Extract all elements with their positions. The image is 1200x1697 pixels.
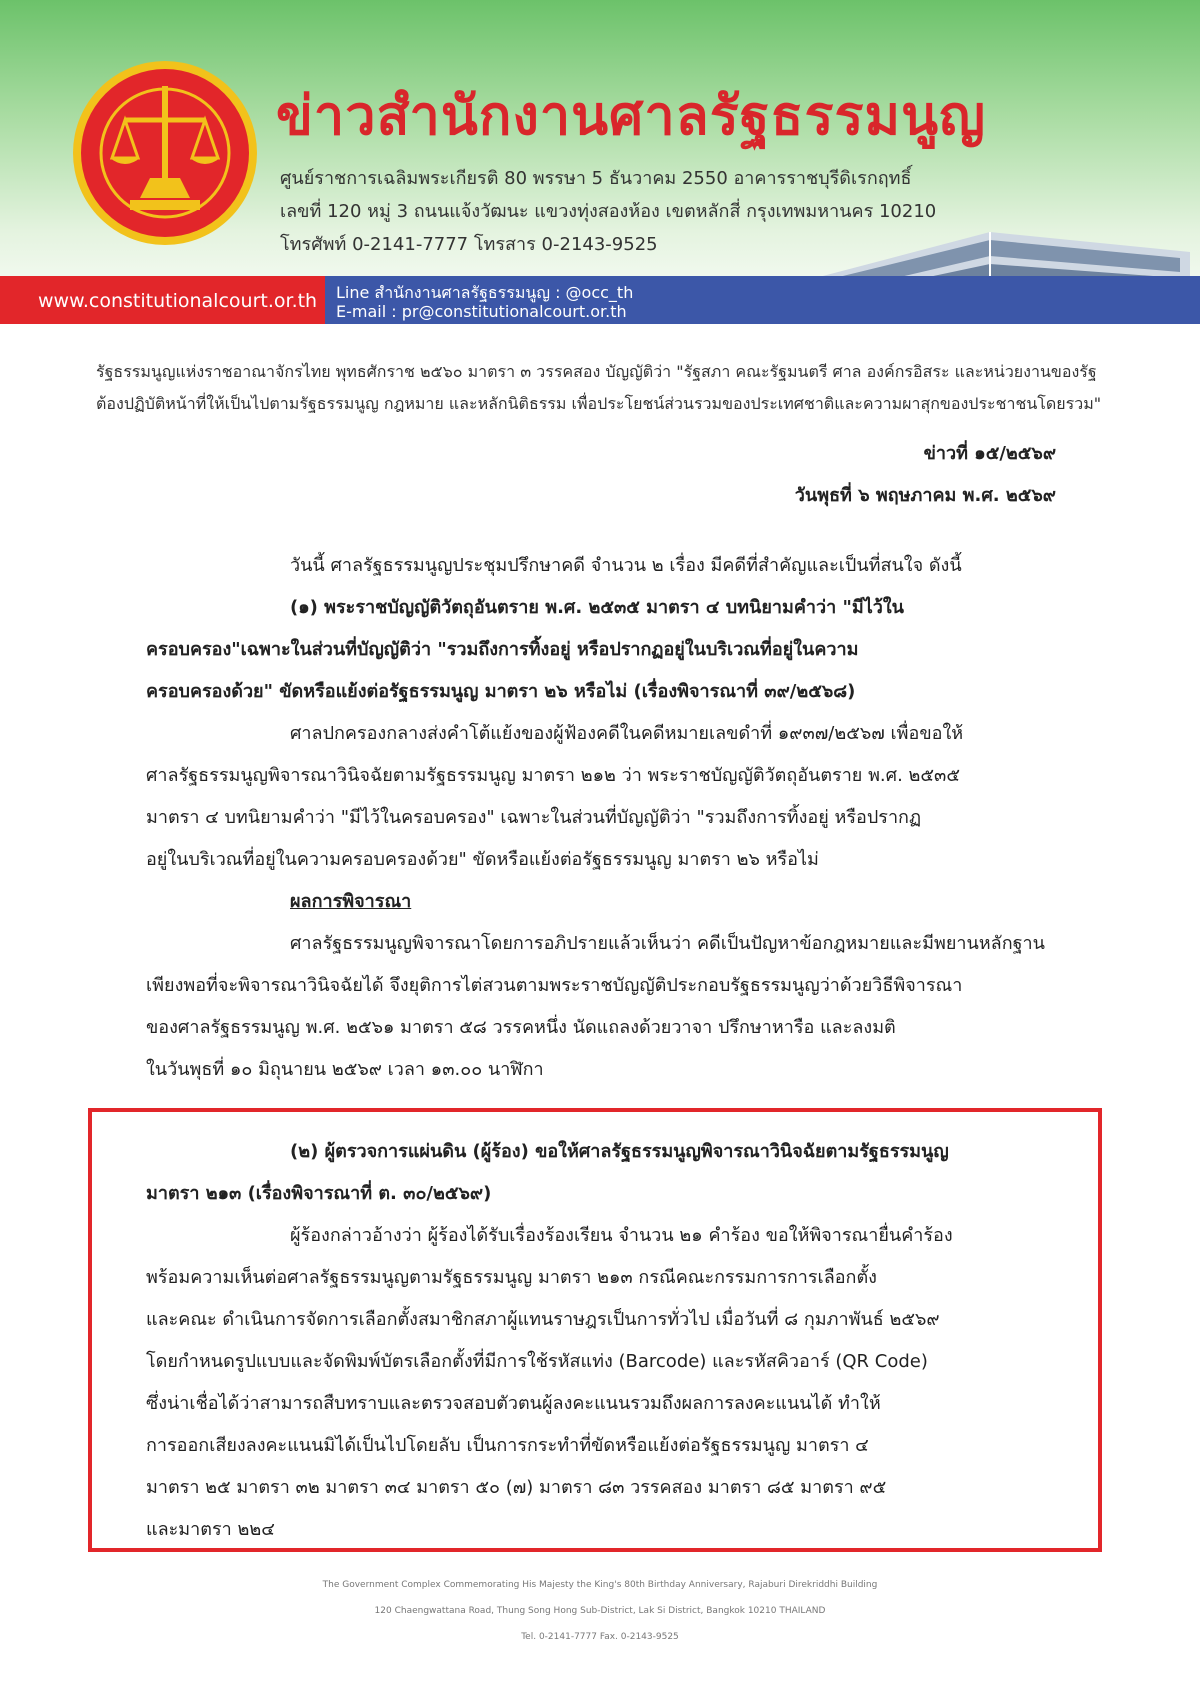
case1-result-line-1: ศาลรัฐธรรมนูญพิจารณาโดยการอภิปรายแล้วเห็นว่า คดีเป็นปัญหาข้อกฎหมายและมีพยานหลักฐาน (290, 933, 1045, 954)
footer-line-3: Tel. 0-2141-7777 Fax. 0-2143-9525 (521, 1632, 679, 1642)
case1-result-line-3: ของศาลรัฐธรรมนูญ พ.ศ. ๒๕๖๑ มาตรา ๕๘ วรรคหนึ่ง นัดแถลงด้วยวาจา ปรึกษาหารือ และลงมติ (146, 1017, 896, 1038)
case2-body-line-4: โดยกำหนดรูปแบบและจัดพิมพ์บัตรเลือกตั้งที่มีการใช้รหัสแท่ง (Barcode) และรหัสคิวอาร์ (QR Code) (146, 1351, 928, 1372)
case1-result-label: ผลการพิจารณา (290, 891, 412, 912)
case2-body-line-7: มาตรา ๒๕ มาตรา ๓๒ มาตรา ๓๔ มาตรา ๕๐ (๗) มาตรา ๘๓ วรรคสอง มาตรา ๘๕ มาตรา ๙๕ (146, 1477, 887, 1498)
case1-result-line-2: เพียงพอที่จะพิจารณาวินิจฉัยได้ จึงยุติการไต่สวนตามพระราชบัญญัติประกอบรัฐธรรมนูญว่าด้วยวิธีพิจารณา (146, 975, 963, 996)
case1-body-line-3: มาตรา ๔ บทนิยามคำว่า "มีไว้ในครอบครอง" เฉพาะในส่วนที่บัญญัติว่า "รวมถึงการทิ้งอยู่ หรือปรากฏ (146, 807, 922, 828)
case1-body-line-4: อยู่ในบริเวณที่อยู่ในความครอบครองด้วย" ขัดหรือแย้งต่อรัฐธรรมนูญ มาตรา ๒๖ หรือไม่ (146, 849, 819, 870)
website-link[interactable]: www.constitutionalcourt.or.th (38, 290, 318, 312)
address-line-1: ศูนย์ราชการเฉลิมพระเกียรติ 80 พรรษา 5 ธันวาคม 2550 อาคารราชบุรีดิเรกฤทธิ์ (280, 168, 912, 189)
line-contact: Line สำนักงานศาลรัฐธรรมนูญ : @occ_th (336, 283, 634, 302)
case2-heading-line-2: มาตรา ๒๑๓ (เรื่องพิจารณาที่ ต. ๓๐/๒๕๖๙) (146, 1183, 492, 1204)
newsletter-title: ข่าวสำนักงานศาลรัฐธรรมนูญ (276, 84, 987, 147)
case1-heading-line-1: (๑) พระราชบัญญัติวัตถุอันตราย พ.ศ. ๒๕๓๕ มาตรา ๔ บทนิยามคำว่า "มีไว้ใน (290, 597, 904, 618)
case2-body-line-2: พร้อมความเห็นต่อศาลรัฐธรรมนูญตามรัฐธรรมนูญ มาตรา ๒๑๓ กรณีคณะกรรมการการเลือกตั้ง (146, 1267, 877, 1288)
footer-line-2: 120 Chaengwattana Road, Thung Song Hong Sub-District, Lak Si District, Bangkok 10210 THAILAND (374, 1606, 826, 1616)
case1-body-line-1: ศาลปกครองกลางส่งคำโต้แย้งของผู้ฟ้องคดีในคดีหมายเลขดำที่ ๑๙๓๗/๒๕๖๗ เพื่อขอให้ (290, 723, 964, 744)
case2-body-line-3: และคณะ ดำเนินการจัดการเลือกตั้งสมาชิกสภาผู้แทนราษฎรเป็นการทั่วไป เมื่อวันที่ ๘ กุมภาพันธ์ ๒๕๖๙ (146, 1309, 940, 1330)
constitution-note-line-1: รัฐธรรมนูญแห่งราชอาณาจักรไทย พุทธศักราช ๒๕๖๐ มาตรา ๓ วรรคสอง บัญญัติว่า "รัฐสภา คณะรัฐมนตรี ศาล องค์กรอิสระ และหน่วยงานของรัฐ (96, 362, 1097, 381)
case2-body-line-6: การออกเสียงลงคะแนนมิได้เป็นไปโดยลับ เป็นการกระทำที่ขัดหรือแย้งต่อรัฐธรรมนูญ มาตรา ๔ (146, 1435, 869, 1456)
case1-heading-line-3: ครอบครองด้วย" ขัดหรือแย้งต่อรัฐธรรมนูญ มาตรา ๒๖ หรือไม่ (เรื่องพิจารณาที่ ๓๙/๒๕๖๘) (146, 681, 856, 702)
address-line-3: โทรศัพท์ 0-2141-7777 โทรสาร 0-2143-9525 (280, 234, 658, 255)
news-number: ข่าวที่ ๑๕/๒๕๖๙ (923, 443, 1056, 464)
court-seal-logo (70, 58, 260, 248)
case1-result-line-4: ในวันพุธที่ ๑๐ มิถุนายน ๒๕๖๙ เวลา ๑๓.๐๐ นาฬิกา (146, 1059, 544, 1080)
case2-body-line-8: และมาตรา ๒๒๔ (146, 1519, 275, 1540)
constitution-note-line-2: ต้องปฏิบัติหน้าที่ให้เป็นไปตามรัฐธรรมนูญ กฎหมาย และหลักนิติธรรม เพื่อประโยชน์ส่วนรวมของประเทศชาติและความผาสุกของประชาชนโดยรวม" (96, 394, 1102, 413)
case2-heading-line-1: (๒) ผู้ตรวจการแผ่นดิน (ผู้ร้อง) ขอให้ศาลรัฐธรรมนูญพิจารณาวินิจฉัยตามรัฐธรรมนูญ (290, 1141, 949, 1162)
news-date: วันพุธที่ ๖ พฤษภาคม พ.ศ. ๒๕๖๙ (794, 485, 1056, 506)
email-contact: E-mail : pr@constitutionalcourt.or.th (336, 302, 627, 321)
address-line-2: เลขที่ 120 หมู่ 3 ถนนแจ้งวัฒนะ แขวงทุ่งสองห้อง เขตหลักสี่ กรุงเทพมหานคร 10210 (280, 201, 937, 222)
footer-line-1: The Government Complex Commemorating His Majesty the King's 80th Birthday Anniversary, Rajaburi Direkriddhi Building (322, 1580, 878, 1590)
intro-text: วันนี้ ศาลรัฐธรรมนูญประชุมปรึกษาคดี จำนวน ๒ เรื่อง มีคดีที่สำคัญและเป็นที่สนใจ ดังนี้ (290, 555, 962, 576)
case2-body-line-5: ซึ่งน่าเชื่อได้ว่าสามารถสืบทราบและตรวจสอบตัวตนผู้ลงคะแนนรวมถึงผลการลงคะแนนได้ ทำให้ (146, 1393, 881, 1414)
case2-body-line-1: ผู้ร้องกล่าวอ้างว่า ผู้ร้องได้รับเรื่องร้องเรียน จำนวน ๒๑ คำร้อง ขอให้พิจารณายื่นคำร้อง (290, 1225, 953, 1246)
case1-body-line-2: ศาลรัฐธรรมนูญพิจารณาวินิจฉัยตามรัฐธรรมนูญ มาตรา ๒๑๒ ว่า พระราชบัญญัติวัตถุอันตราย พ.ศ. ๒๕๓๕ (146, 765, 960, 786)
case1-heading-line-2: ครอบครอง"เฉพาะในส่วนที่บัญญัติว่า "รวมถึงการทิ้งอยู่ หรือปรากฏอยู่ในบริเวณที่อยู่ในความ (146, 639, 859, 660)
